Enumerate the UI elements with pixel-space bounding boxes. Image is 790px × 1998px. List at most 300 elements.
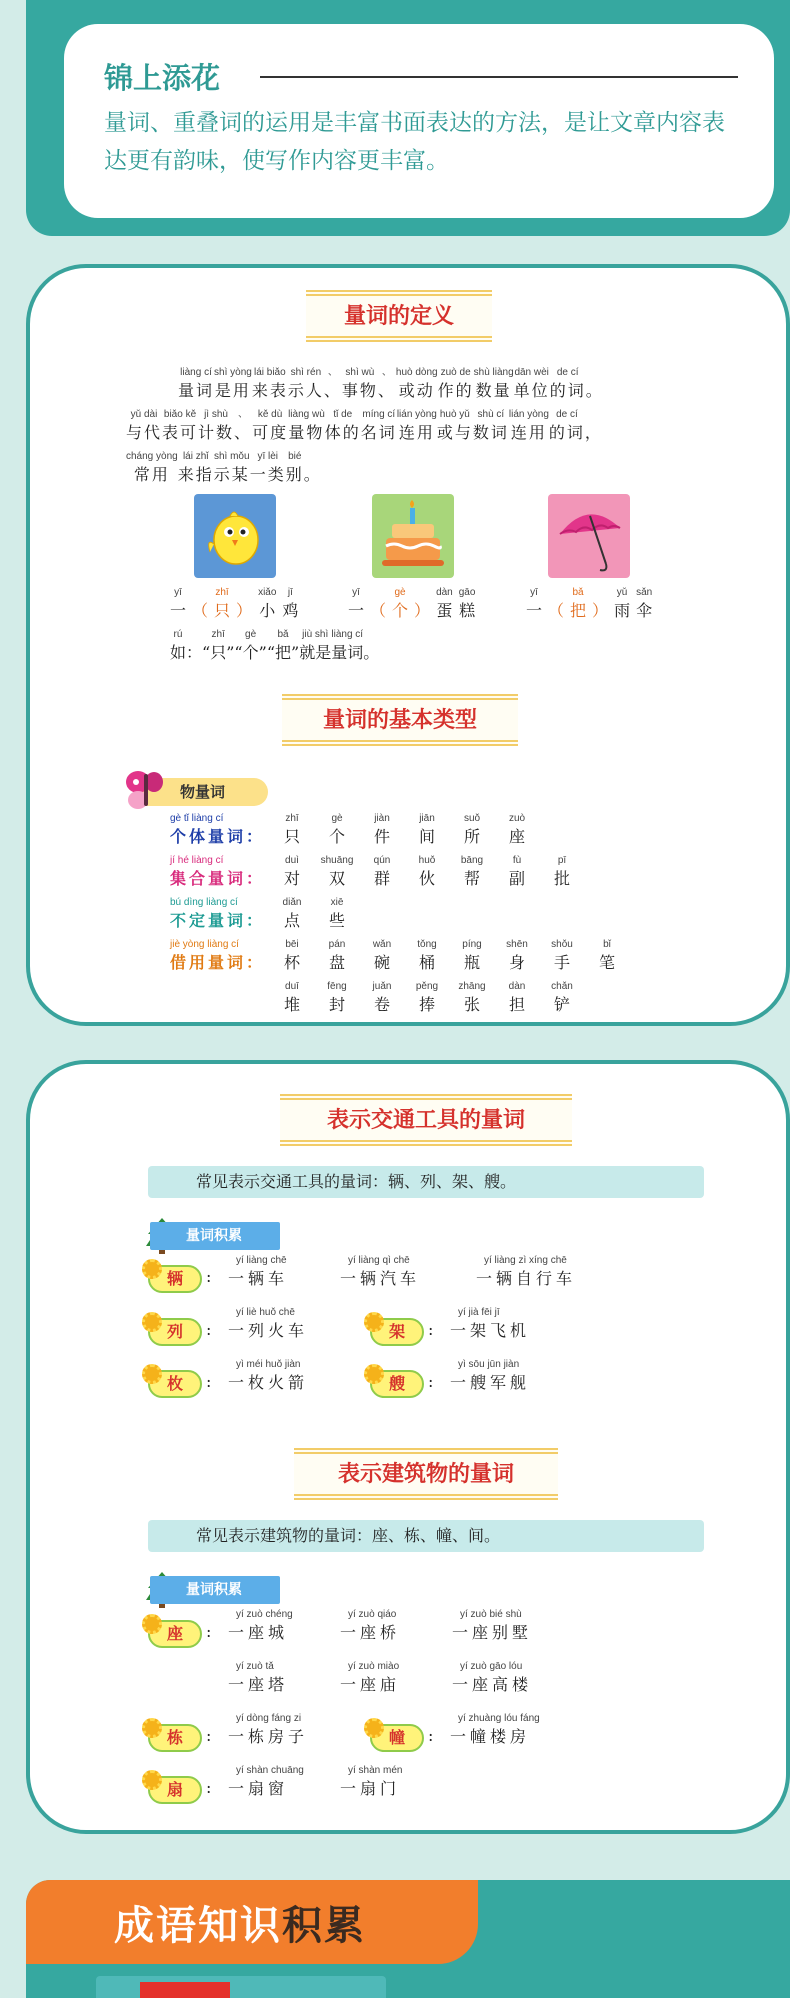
pinyin: huǒ — [418, 855, 436, 866]
pinyin: dàn — [508, 981, 526, 992]
phrase-pinyin: yí zuò gāo lóu — [460, 1661, 523, 1672]
hanzi: 。 — [303, 465, 322, 484]
phrase-pinyin: yì méi huǒ jiàn — [236, 1359, 301, 1370]
pinyin — [585, 408, 603, 422]
hanzi: “ — [202, 643, 211, 662]
phrase-hanzi: 一座别墅 — [452, 1623, 533, 1642]
pinyin: juǎn — [372, 981, 392, 992]
type-name: 借用量词： — [170, 953, 266, 972]
hanzi: ） — [236, 601, 253, 620]
phrase-pinyin: yí shàn mén — [348, 1765, 403, 1776]
pinyin: pī — [557, 855, 567, 866]
pinyin: lián yòng — [508, 409, 549, 420]
annotated-word — [178, 450, 214, 486]
hanzi: 一 — [170, 601, 187, 620]
phrase — [452, 1608, 532, 1644]
classifier-chip: 幢 — [370, 1724, 424, 1752]
annotated-word — [526, 586, 542, 622]
annotated-word — [214, 450, 250, 486]
type-name: 个体量词： — [170, 827, 266, 846]
annotated-word — [198, 408, 234, 444]
annotated-word — [397, 408, 437, 444]
pinyin: bié — [288, 451, 302, 462]
annotated-word — [325, 408, 361, 444]
hanzi: 盘 — [328, 953, 345, 972]
hanzi: 堆 — [283, 995, 300, 1014]
hanzi: 批 — [553, 869, 570, 888]
phrase — [340, 1764, 402, 1800]
phrase-hanzi: 一辆汽车 — [340, 1269, 421, 1288]
phrase-hanzi: 一座高楼 — [452, 1675, 533, 1694]
example-phrase — [170, 586, 304, 622]
pinyin: jiù shì — [302, 629, 329, 640]
pinyin: pán — [328, 939, 346, 950]
pinyin: zhī — [285, 813, 299, 824]
phrase-pinyin: yí liàng qì chē — [348, 1255, 410, 1266]
classifier-word — [317, 896, 357, 932]
phrase-pinyin: yí zuò qiáo — [348, 1609, 397, 1620]
hanzi: 、 — [377, 381, 396, 400]
type-label — [170, 896, 270, 932]
annotated-word — [414, 586, 430, 622]
pinyin: chǎn — [551, 981, 573, 992]
hanzi: ： — [186, 643, 203, 662]
classifier-word — [272, 980, 312, 1016]
colon: : — [206, 1622, 212, 1641]
hanzi: 来指 — [177, 465, 214, 484]
annotated-word — [436, 586, 453, 622]
annotated-word — [170, 586, 186, 622]
phrase — [228, 1306, 308, 1342]
pinyin: jī — [287, 587, 293, 598]
hanzi: 对 — [283, 869, 300, 888]
annotated-word — [592, 586, 608, 622]
annotated-word — [348, 586, 364, 622]
classifier-word — [497, 980, 537, 1016]
hanzi: 桶 — [418, 953, 435, 972]
phrase — [450, 1712, 540, 1748]
pinyin — [234, 628, 242, 642]
pinyin — [226, 628, 234, 642]
hanzi: 间 — [418, 827, 435, 846]
annotated-word — [570, 586, 586, 622]
hanzi: 单位 — [513, 381, 550, 400]
classifier-word — [407, 812, 447, 848]
hanzi: 伞 — [636, 601, 653, 620]
pinyin: shēn — [506, 939, 528, 950]
phrase — [340, 1660, 400, 1696]
classifier-word — [317, 938, 357, 974]
phrase-hanzi: 一辆车 — [228, 1269, 289, 1288]
hanzi: 来表 — [251, 381, 288, 400]
phrase-pinyin: yí zuò tǎ — [236, 1661, 274, 1672]
pinyin: qún — [373, 855, 391, 866]
hanzi: 一类 — [249, 465, 286, 484]
hanzi: 件 — [373, 827, 390, 846]
phrase-hanzi: 一栋房子 — [228, 1727, 309, 1746]
pinyin: yī — [530, 587, 538, 598]
hanzi: 、 — [234, 423, 253, 442]
type-pinyin: bú dìng liàng cí — [170, 897, 238, 908]
pinyin: tǒng — [417, 939, 437, 950]
type-pinyin: jiè yòng liàng cí — [170, 939, 239, 950]
phrase-hanzi: 一架飞机 — [450, 1321, 531, 1340]
definition-line — [126, 450, 322, 486]
annotated-word — [438, 366, 474, 402]
pinyin: dàn — [436, 587, 453, 598]
example-phrase — [526, 586, 658, 622]
pinyin: shì wù — [345, 367, 375, 378]
hanzi: 身 — [508, 953, 525, 972]
classifier-word — [497, 938, 537, 974]
annotated-word — [370, 586, 386, 622]
type-name: 不定量词： — [170, 911, 266, 930]
annotated-word — [282, 586, 298, 622]
hanzi: 个 — [328, 827, 345, 846]
pinyin — [414, 586, 430, 600]
colon: : — [206, 1778, 212, 1797]
phrase — [340, 1608, 400, 1644]
phrase — [450, 1358, 530, 1394]
classifier-word — [317, 854, 357, 890]
pinyin: shì yòng — [214, 367, 252, 378]
hanzi: 点 — [283, 911, 300, 930]
umbrella-image — [548, 494, 630, 578]
annotated-word — [299, 628, 331, 664]
classifier-word — [362, 938, 402, 974]
annotated-word — [126, 450, 178, 486]
hanzi: 封 — [328, 995, 345, 1014]
annotated-word — [214, 586, 230, 622]
hanzi: 只 — [214, 601, 231, 620]
classifier-word — [407, 980, 447, 1016]
annotated-word — [226, 628, 234, 664]
pinyin: bǐ — [603, 939, 611, 950]
colon: : — [206, 1267, 212, 1286]
phrase — [228, 1608, 293, 1644]
hanzi: 把 — [275, 643, 292, 662]
phrase — [228, 1764, 304, 1800]
phrase-hanzi: 一幢楼房 — [450, 1727, 531, 1746]
definition-line — [178, 366, 604, 402]
phrase-hanzi: 一枚火箭 — [228, 1373, 309, 1392]
phrase-hanzi: 一座桥 — [340, 1623, 401, 1642]
hanzi: 杯 — [283, 953, 300, 972]
annotated-word — [548, 586, 564, 622]
annotated-word — [363, 628, 379, 664]
hanzi: 蛋 — [436, 601, 453, 620]
pinyin: kě dù — [257, 409, 283, 420]
intro-text: 量词、重叠词的运用是丰富书面表达的方法，是让文章内容表达更有韵味，使写作内容更丰富。 — [104, 110, 725, 174]
hanzi: 如 — [170, 643, 187, 662]
annotated-word — [252, 408, 288, 444]
hanzi: 手 — [553, 953, 570, 972]
hanzi: 数词 — [472, 423, 509, 442]
annotated-word — [250, 450, 286, 486]
hanzi: 可度 — [252, 423, 289, 442]
hanzi: 担 — [508, 995, 525, 1014]
pinyin: sǎn — [636, 587, 653, 598]
pinyin: bǎ — [277, 629, 289, 640]
classifier-chip: 架 — [370, 1318, 424, 1346]
hanzi: 就是 — [299, 643, 332, 662]
pinyin: liàng cí — [180, 367, 212, 378]
pinyin — [363, 628, 379, 642]
book-cover — [96, 1976, 386, 1998]
hanzi: 常用 — [133, 465, 170, 484]
colon: : — [206, 1372, 212, 1391]
hanzi: 的词 — [548, 423, 585, 442]
classifier-word — [452, 938, 492, 974]
annotated-word — [192, 586, 208, 622]
pinyin: fù — [512, 855, 522, 866]
phrase-pinyin: yí zuò chéng — [236, 1609, 293, 1620]
phrase-pinyin: yí jià fēi jī — [458, 1307, 500, 1318]
phrase-hanzi: 一座城 — [228, 1623, 289, 1642]
hanzi: ” — [226, 643, 235, 662]
pinyin: bēi — [285, 939, 299, 950]
pinyin: shì rén — [290, 367, 322, 378]
type-pinyin: gè tǐ liàng cí — [170, 813, 224, 824]
pinyin — [259, 628, 267, 642]
pinyin: cháng yòng — [126, 451, 178, 462]
pinyin: tǐ de — [333, 409, 353, 420]
chick-image — [194, 494, 276, 578]
classifier-chip: 座 — [148, 1620, 202, 1648]
annotated-word — [178, 366, 214, 402]
hanzi: 一 — [348, 601, 365, 620]
pinyin: lái zhǐ — [182, 451, 209, 462]
hanzi: 作的 — [437, 381, 474, 400]
hanzi: 些 — [328, 911, 345, 930]
pinyin — [202, 628, 210, 642]
hanzi: 雨 — [614, 601, 631, 620]
classifier-chip: 栋 — [148, 1724, 202, 1752]
classifier-word — [317, 812, 357, 848]
pinyin — [236, 586, 252, 600]
hanzi: 。 — [585, 381, 604, 400]
annotated-word — [550, 366, 586, 402]
noun-classifier-tag: 物量词 — [134, 778, 268, 806]
annotated-word — [636, 586, 652, 622]
annotated-word — [392, 586, 408, 622]
colon: : — [206, 1726, 212, 1745]
hanzi: ） — [414, 601, 431, 620]
annotated-word — [267, 628, 275, 664]
classifier-word — [497, 812, 537, 848]
hanzi: 捧 — [418, 995, 435, 1014]
annotated-word — [214, 366, 252, 402]
pinyin: jiàn — [374, 813, 390, 824]
pinyin — [548, 586, 564, 600]
type-name-text: 不定量词 — [170, 911, 247, 930]
classifier-word — [452, 854, 492, 890]
annotated-word — [234, 408, 252, 444]
footer-title-light: 成语知识 — [114, 1903, 282, 1949]
hanzi: （ — [370, 601, 387, 620]
hanzi: 个 — [392, 601, 409, 620]
pinyin: shì mǒu — [213, 451, 250, 462]
hanzi: 鸡 — [282, 601, 299, 620]
annotated-word — [509, 408, 549, 444]
type-pinyin: jí hé liàng cí — [170, 855, 224, 866]
annotated-word — [236, 586, 252, 622]
hanzi: 连用 — [510, 423, 547, 442]
classifier-chip: 艘 — [370, 1370, 424, 1398]
annotated-word — [473, 408, 509, 444]
hanzi: 、 — [323, 381, 342, 400]
classifier-word — [272, 854, 312, 890]
pinyin: yǔ dài — [130, 409, 158, 420]
pinyin: yī — [174, 587, 182, 598]
pinyin: xiǎo — [258, 587, 277, 598]
hanzi: 群 — [373, 869, 390, 888]
phrase — [476, 1254, 576, 1290]
hanzi: 双 — [328, 869, 345, 888]
hanzi: 量物 — [288, 423, 325, 442]
pinyin — [304, 450, 322, 464]
pinyin: 、 — [327, 367, 338, 378]
hanzi: 名词 — [360, 423, 397, 442]
phrase-pinyin: yí liàng zì xíng chē — [484, 1255, 567, 1266]
hanzi: ， — [584, 423, 603, 442]
pinyin: gāo — [458, 587, 476, 598]
annotated-word — [342, 366, 378, 402]
pinyin: yī — [352, 587, 360, 598]
hanzi: 碗 — [373, 953, 390, 972]
hanzi: 只 — [283, 827, 300, 846]
annotated-word — [210, 628, 226, 664]
phrase-pinyin: yí shàn chuāng — [236, 1765, 304, 1776]
annotated-word — [396, 366, 438, 402]
buildings-accumulation-tag: 量词积累 — [150, 1576, 280, 1604]
pinyin: de cí — [556, 409, 578, 420]
hanzi: 把 — [570, 601, 587, 620]
hanzi: 笔 — [598, 953, 615, 972]
phrase-pinyin: yì sōu jūn jiàn — [458, 1359, 520, 1370]
hanzi: 小 — [259, 601, 276, 620]
pinyin: zuò — [508, 813, 526, 824]
hanzi: 体的 — [324, 423, 361, 442]
type-label — [170, 938, 270, 974]
hanzi: 是用 — [214, 381, 251, 400]
phrase-pinyin: yí liàng chē — [236, 1255, 287, 1266]
pinyin: shǒu — [551, 939, 573, 950]
definition-line — [126, 408, 603, 444]
pinyin: yī lèi — [257, 451, 279, 462]
hanzi: 或动 — [398, 381, 435, 400]
colon: : — [206, 1320, 212, 1339]
transport-accumulation-tag: 量词积累 — [150, 1222, 280, 1250]
colon: : — [428, 1372, 434, 1391]
hanzi: 示某 — [213, 465, 250, 484]
classifier-word — [272, 938, 312, 974]
hanzi: ” — [291, 643, 300, 662]
pinyin: zuò de — [440, 367, 471, 378]
pinyin — [291, 628, 299, 642]
annotated-word — [549, 408, 585, 444]
hanzi: 数量 — [475, 381, 512, 400]
annotated-word — [437, 408, 473, 444]
pinyin: shuāng — [320, 855, 354, 866]
hanzi: 示人 — [287, 381, 324, 400]
annotated-word — [275, 628, 291, 664]
annotated-word — [243, 628, 259, 664]
pinyin — [186, 628, 202, 642]
annotated-word — [514, 366, 550, 402]
cake-image — [372, 494, 454, 578]
classifier-chip: 列 — [148, 1318, 202, 1346]
hanzi: 糕 — [459, 601, 476, 620]
footer-title-dark: 积累 — [282, 1903, 366, 1949]
pinyin: 、 — [381, 367, 392, 378]
annotated-word — [202, 628, 210, 664]
hanzi: 只 — [210, 643, 227, 662]
annotated-word — [126, 408, 162, 444]
classifier-word — [362, 812, 402, 848]
hanzi: 表可 — [162, 423, 199, 442]
pinyin: xiē — [330, 897, 344, 908]
phrase-hanzi: 一座庙 — [340, 1675, 401, 1694]
annotated-word — [252, 366, 288, 402]
annotated-word — [586, 366, 604, 402]
phrase — [228, 1358, 308, 1394]
annotated-word — [288, 366, 324, 402]
hanzi: 张 — [463, 995, 480, 1014]
type-name: 集合量词： — [170, 869, 266, 888]
pinyin: liàng wù — [288, 409, 325, 420]
hanzi: 的词 — [549, 381, 586, 400]
pinyin — [192, 586, 208, 600]
annotated-word — [474, 366, 514, 402]
pinyin: míng cí — [362, 409, 396, 420]
pinyin: shù cí — [477, 409, 505, 420]
hanzi: ） — [592, 601, 609, 620]
classifier-word — [587, 938, 627, 974]
phrase-hanzi: 一座塔 — [228, 1675, 289, 1694]
pinyin: 、 — [238, 409, 249, 420]
intro-card — [64, 24, 774, 218]
hanzi: 量词 — [178, 381, 215, 400]
phrase-hanzi: 一扇窗 — [228, 1779, 289, 1798]
annotated-word — [331, 628, 363, 664]
pinyin: wǎn — [372, 939, 392, 950]
intro-title: 锦上添花 — [104, 61, 221, 95]
hanzi: 连用 — [398, 423, 435, 442]
classifier-word — [272, 896, 312, 932]
annotated-word — [378, 366, 396, 402]
pinyin: jiān — [419, 813, 435, 824]
classifier-word — [317, 980, 357, 1016]
classifier-word — [542, 980, 582, 1016]
pinyin: pěng — [415, 981, 439, 992]
annotated-word — [186, 628, 202, 664]
pinyin: duì — [285, 855, 299, 866]
phrase-hanzi: 一艘军舰 — [450, 1373, 531, 1392]
hanzi: 或与 — [436, 423, 473, 442]
hanzi: 伙 — [418, 869, 435, 888]
summary-line — [170, 628, 379, 664]
pinyin: lái biǎo — [253, 367, 286, 378]
annotated-word — [304, 450, 322, 486]
classifier-word — [272, 812, 312, 848]
classifier-chip: 扇 — [148, 1776, 202, 1804]
hanzi: 一 — [526, 601, 543, 620]
footer-title — [114, 1894, 366, 1951]
annotated-word — [258, 586, 276, 622]
annotated-word — [259, 628, 267, 664]
pinyin: shù liàng — [473, 367, 514, 378]
